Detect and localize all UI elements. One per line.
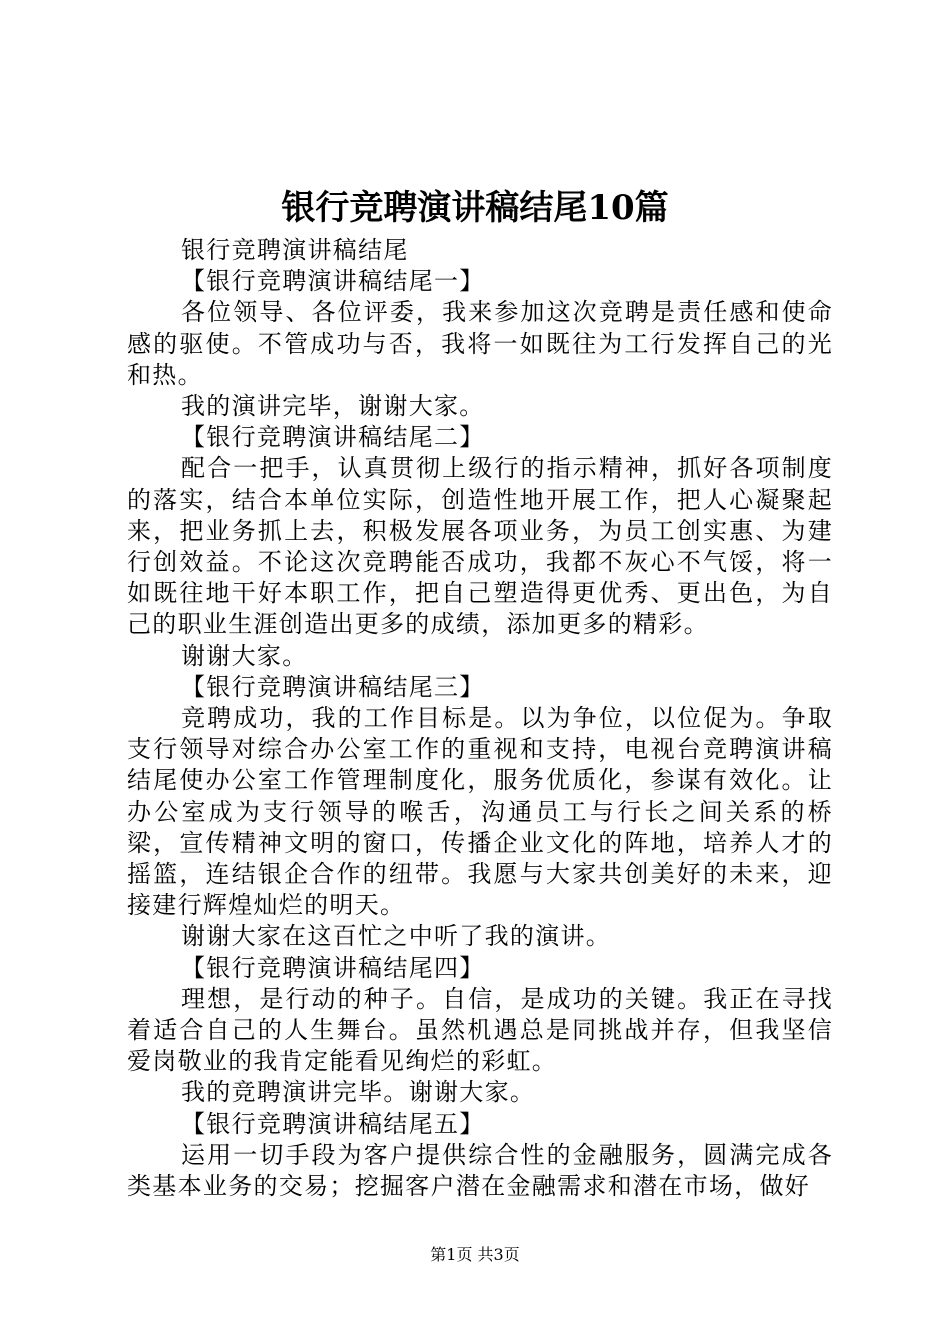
page-footer-number: 第1页 共3页	[430, 1245, 520, 1264]
section-1-closing: 我的演讲完毕，谢谢大家。	[181, 392, 485, 421]
document-body	[127, 235, 833, 1202]
section-5-paragraph: 运用一切手段为客户提供综合性的金融服务，圆满完成各类基本业务的交易；挖掘客户潜在金融需求和潜在市场，做好	[127, 1140, 833, 1201]
section-heading-4: 【银行竞聘演讲稿结尾四】	[181, 953, 485, 982]
section-1-paragraph: 各位领导、各位评委，我来参加这次竞聘是责任感和使命感的驱使。不管成功与否，我将一如既往为工行发挥自己的光和热。	[127, 298, 833, 389]
section-4-paragraph: 理想，是行动的种子。自信，是成功的关键。我正在寻找着适合自己的人生舞台。虽然机遇总是同挑战并存，但我坚信爱岗敬业的我肯定能看见绚烂的彩虹。	[127, 984, 833, 1076]
section-heading-2: 【银行竞聘演讲稿结尾二】	[181, 423, 485, 452]
section-3-paragraph: 竞聘成功，我的工作目标是。以为争位，以位促为。争取支行领导对综合办公室工作的重视和支持，电视台竞聘演讲稿结尾使办公室工作管理制度化，服务优质化，参谋有效化。让办公室成为支行领导的喉舌，沟通员工与行长之间关系的桥梁，宣传精神文明的窗口，传播企业文化的阵地，培养人才的摇篮，连结银企合作的纽带。我愿与大家共创美好的未来，迎接建行辉煌灿烂的明天。	[127, 704, 833, 920]
section-3-closing: 谢谢大家在这百忙之中听了我的演讲。	[181, 922, 612, 951]
section-2-paragraph: 配合一把手，认真贯彻上级行的指示精神，抓好各项制度的落实，结合本单位实际，创造性地开展工作，把人心凝聚起来，把业务抓上去，积极发展各项业务，为员工创实惠、为建行创效益。不论这次竞聘能否成功，我都不灰心不气馁，将一如既往地干好本职工作，把自己塑造得更优秀、更出色，为自己的职业生涯创造出更多的成绩，添加更多的精彩。	[127, 454, 833, 639]
section-heading-3: 【银行竞聘演讲稿结尾三】	[181, 672, 485, 701]
section-4-closing: 我的竞聘演讲完毕。谢谢大家。	[181, 1078, 536, 1107]
section-heading-1: 【银行竞聘演讲稿结尾一】	[181, 267, 485, 296]
body-intro-line: 银行竞聘演讲稿结尾	[181, 236, 409, 264]
section-2-closing: 谢谢大家。	[181, 641, 308, 670]
document-title: 银行竞聘演讲稿结尾10篇	[281, 188, 669, 228]
section-heading-5: 【银行竞聘演讲稿结尾五】	[181, 1109, 485, 1138]
